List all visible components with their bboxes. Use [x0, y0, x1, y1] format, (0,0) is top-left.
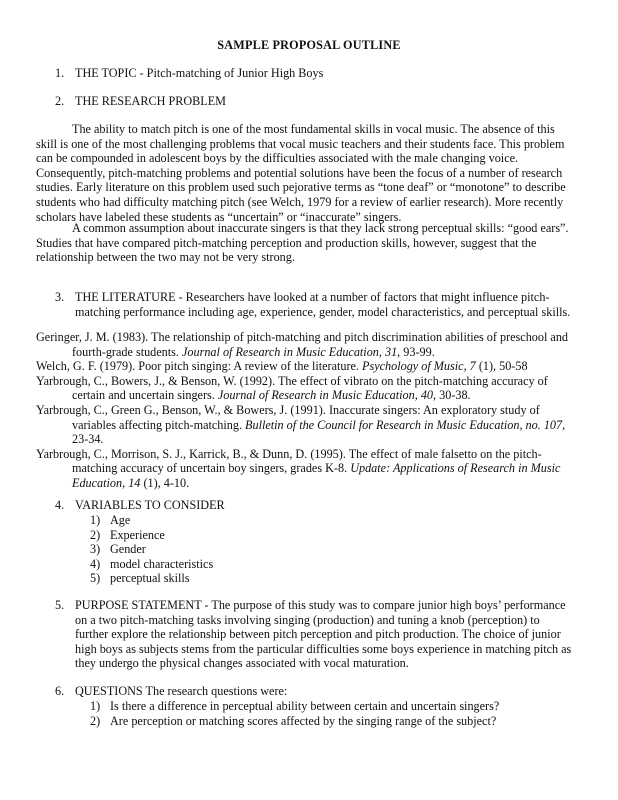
section-heading: QUESTIONS The research questions were:: [75, 684, 288, 698]
section-number: 3.: [55, 290, 65, 304]
section-literature: [55, 290, 574, 319]
section-research-problem: [55, 94, 574, 109]
section-number: 4.: [55, 498, 65, 512]
section-heading: THE LITERATURE - Researchers have looked at a number of factors that might influence pitch-matching performance including age, experience, gender, model characteristics, and perceptual skills.: [75, 290, 571, 319]
section-topic: [55, 66, 574, 81]
reference-item: Yarbrough, C., Green G., Benson, W., & Bowers, J. (1991). Inaccurate singers: An exploratory study of variables affecting pitch-matching. Bulletin of the Council for Research in Music Education, no. 107, 23-34.: [36, 402, 566, 447]
section-heading: VARIABLES TO CONSIDER: [75, 498, 225, 512]
reference-list: [36, 330, 578, 491]
section-questions: [55, 684, 574, 699]
list-item: 5) perceptual skills: [90, 571, 190, 586]
section-heading: PURPOSE STATEMENT - The purpose of this study was to compare junior high boys’ performance on a two pitch-matching tasks involving singing (production) and tuning a knob (perception) to further explore the relationship between pitch perception and pitch production. The choice of junior high boys as subjects stems from the particular difficulties some boys experience in matching pitch as they undergo the physical changes associated with vocal maturation.: [75, 598, 572, 671]
list-item: 4) model characteristics: [90, 556, 214, 571]
page-title: SAMPLE PROPOSAL OUTLINE: [217, 38, 401, 52]
section-heading: THE RESEARCH PROBLEM: [75, 94, 227, 108]
paragraph: A common assumption about inaccurate singers is that they lack strong perceptual skills: “good ears”. Studies that have compared pitch-matching perception and production skills, however, suggest that the relationship between the two may not be very strong.: [36, 221, 569, 265]
reference-item: Yarbrough, C., Morrison, S. J., Karrick, B., & Dunn, D. (1995). The effect of male falsetto on the pitch-matching accuracy of uncertain boy singers, grades K-8. Update: Applications of Research in Music Education, 14 (1), 4-10.: [36, 446, 561, 490]
section-number: 5.: [55, 598, 65, 612]
section-number: 1.: [55, 66, 65, 80]
section-heading: THE TOPIC - Pitch-matching of Junior High Boys: [75, 66, 324, 80]
paragraph: The ability to match pitch is one of the most fundamental skills in vocal music. The absence of this skill is one of the most challenging problems that vocal music teachers and their students face. This problem can be compounded in adolescent boys by the difficulties associated with the male changing voice. Consequently, pitch-matching problems and potential solutions have been the focus of a number of research studies. Early literature on this problem used such pejorative terms as “tone deaf” or “monotone” to describe students who had difficulty matching pitch (see Welch, 1979 for a review of earlier research). More recently scholars have labeled these students as “uncertain” or “inaccurate” singers.: [36, 122, 566, 224]
variables-list: [90, 513, 213, 586]
reference-item: Yarbrough, C., Bowers, J., & Benson, W. (1992). The effect of vibrato on the pitch-matching accuracy of certain and uncertain singers. Journal of Research in Music Education, 40, 30-38.: [36, 373, 548, 403]
section-number: 2.: [55, 94, 65, 108]
reference-item: Welch, G. F. (1979). Poor pitch singing: A review of the literature. Psychology of Music, 7 (1), 50-58: [36, 359, 528, 374]
list-item: 1) Age: [90, 513, 131, 527]
list-item: 1) Is there a difference in perceptual ability between certain and uncertain singers?: [90, 699, 500, 713]
section-variables: [55, 498, 574, 513]
questions-list: [90, 699, 578, 728]
list-item: 2) Are perception or matching scores affected by the singing range of the subject?: [90, 713, 497, 728]
reference-item: Geringer, J. M. (1983). The relationship of pitch-matching and pitch discrimination abilities of preschool and fourth-grade students. Journal of Research in Music Education, 31, 93-99.: [36, 330, 569, 359]
section-number: 6.: [55, 684, 65, 698]
list-item: 3) Gender: [90, 542, 146, 557]
section-purpose: [55, 598, 574, 671]
list-item: 2) Experience: [90, 527, 165, 542]
